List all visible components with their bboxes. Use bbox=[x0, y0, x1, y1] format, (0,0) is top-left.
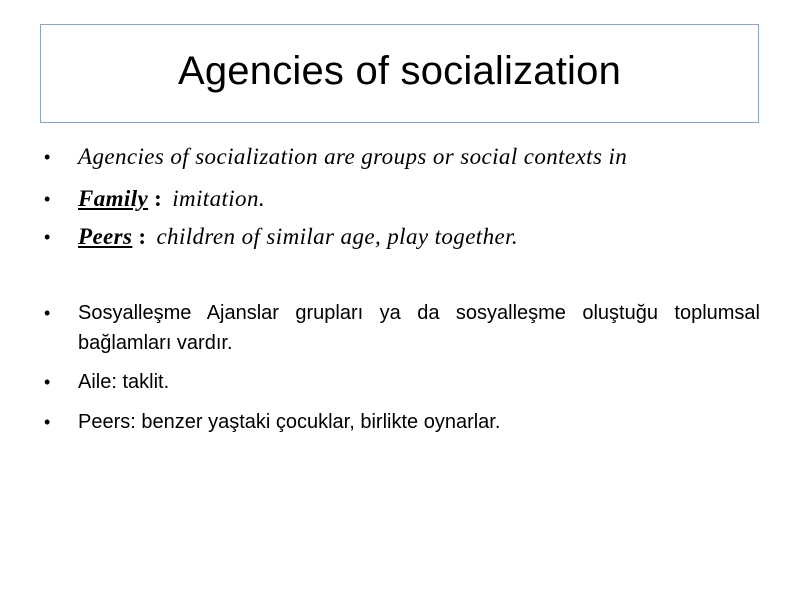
turkish-bullet-list bbox=[44, 297, 760, 446]
bullet-text: Peers: benzer yaştaki çocuklar, birlikte oynarlar. bbox=[78, 411, 501, 433]
bullet-text: Agencies of socialization are groups or social contexts in bbox=[78, 144, 628, 169]
bullet-text: Sosyalleşme Ajanslar grupları ya da sosyalleşme oluştuğu toplumsal bağlamları vardır. bbox=[78, 302, 760, 354]
bullet-keyword: Peers bbox=[78, 224, 133, 249]
bullet-text: imitation. bbox=[172, 186, 265, 211]
bullet-item bbox=[44, 297, 760, 358]
bullet-item bbox=[44, 182, 760, 216]
bullet-marker: • bbox=[44, 147, 51, 167]
bullet-item bbox=[44, 220, 760, 254]
slide-title: Agencies of socialization bbox=[177, 49, 622, 93]
bullet-marker: • bbox=[44, 227, 51, 247]
bullet-item bbox=[44, 366, 760, 398]
bullet-marker: • bbox=[44, 412, 51, 432]
bullet-marker: • bbox=[44, 189, 51, 209]
bullet-item bbox=[44, 140, 760, 174]
bullet-colon: : bbox=[154, 186, 163, 211]
bullet-keyword: Family bbox=[78, 186, 149, 211]
bullet-marker: • bbox=[44, 303, 51, 323]
bullet-colon: : bbox=[138, 224, 147, 249]
english-bullet-list bbox=[44, 140, 760, 260]
bullet-item bbox=[44, 406, 760, 438]
title-box bbox=[40, 24, 759, 123]
bullet-marker: • bbox=[44, 372, 51, 392]
bullet-text: Aile: taklit. bbox=[78, 371, 170, 393]
bullet-text: children of similar age, play together. bbox=[156, 224, 519, 249]
